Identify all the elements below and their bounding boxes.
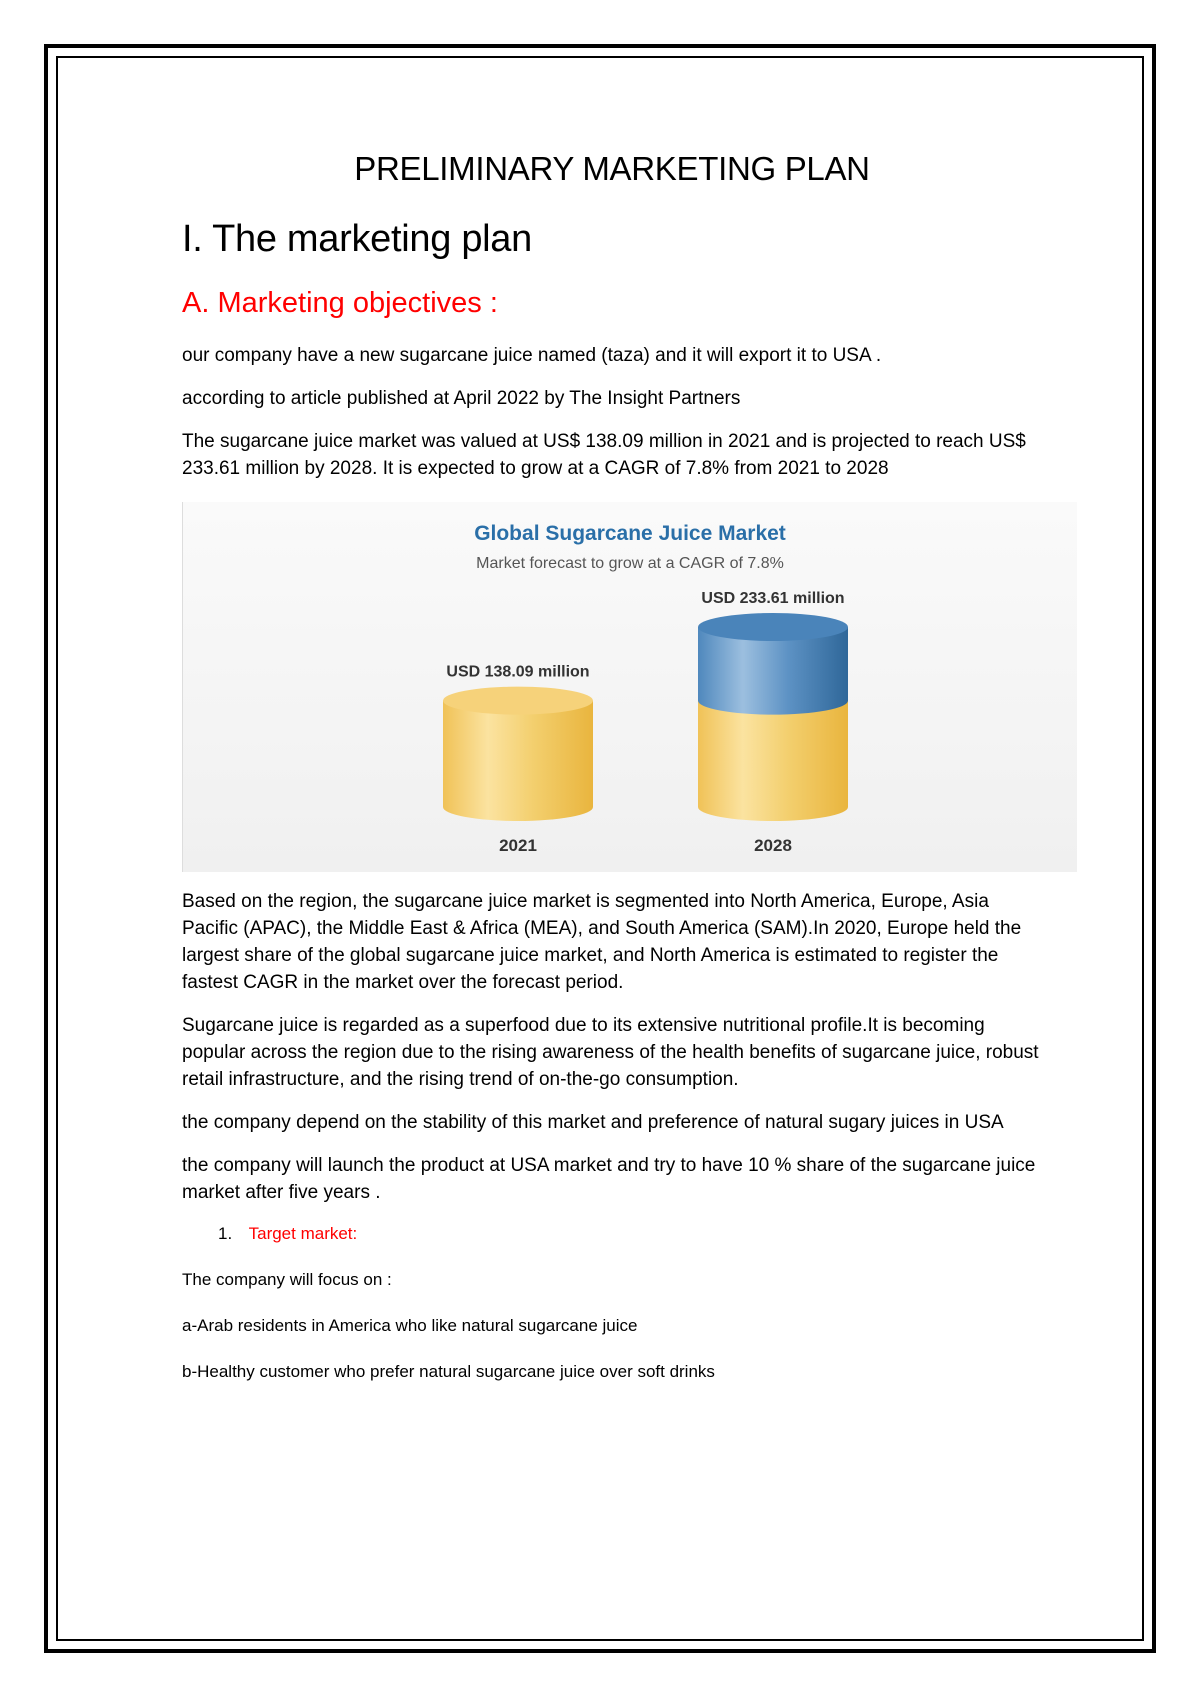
bar-top-2021	[443, 687, 593, 715]
focus-item: a-Arab residents in America who like natural sugarcane juice	[182, 1316, 638, 1335]
paragraph: the company depend on the stability of this market and preference of natural sugary juices in USA	[182, 1112, 1004, 1133]
paragraph: Sugarcane juice is regarded as a superfood due to its extensive nutritional profile.It is becoming popular across the region due to the rising awareness of the health benefits of sugarcane juice, robust retail infrastructure, and the rising trend of on-the-go consumption.	[182, 1015, 1039, 1090]
market-chart	[183, 502, 1077, 872]
paragraph: the company will launch the product at USA market and try to have 10 % share of the sugarcane juice market after five years .	[182, 1155, 1036, 1203]
data-label-2028: USD 233.61 million	[701, 590, 845, 607]
bar-2028	[698, 701, 848, 821]
focus-intro: The company will focus on :	[182, 1270, 392, 1289]
list-number: 1.	[218, 1224, 233, 1243]
data-label-2021: USD 138.09 million	[446, 663, 590, 681]
paragraph: The sugarcane juice market was valued at US$ 138.09 million in 2021 and is projected to reach US$ 233.61 million by 2028. It is expected to grow at a CAGR of 7.8% from 2021 to 2028	[182, 431, 1026, 479]
chart-title: Global Sugarcane Juice Market	[474, 522, 786, 545]
bar-2021	[443, 701, 593, 821]
focus-item: b-Healthy customer who prefer natural sugarcane juice over soft drinks	[182, 1362, 715, 1381]
paragraph: our company have a new sugarcane juice named (taza) and it will export it to USA .	[182, 345, 882, 366]
paragraph: Based on the region, the sugarcane juice market is segmented into North America, Europe, Asia Pacific (APAC), the Middle East & Africa (MEA), and South America (SAM).In 2020, Europe held the largest share of the global sugarcane juice market, and North America is estimated to register the fastest CAGR in the market over the forecast period.	[182, 891, 1022, 993]
paragraph: according to article published at April 2022 by The Insight Partners	[182, 388, 741, 409]
market-chart-figure	[182, 502, 1077, 872]
list-label: Target market:	[248, 1224, 358, 1243]
section-heading: I. The marketing plan	[182, 218, 532, 260]
tick-label-2028: 2028	[754, 836, 792, 855]
document-body	[182, 150, 1042, 1406]
document-title: PRELIMINARY MARKETING PLAN	[354, 150, 870, 187]
chart-subtitle: Market forecast to grow at a CAGR of 7.8%	[476, 555, 784, 572]
bar-top-2028	[698, 613, 848, 641]
subsection-heading: A. Marketing objectives :	[182, 287, 498, 319]
tick-label-2021: 2021	[499, 836, 537, 855]
list-item-target-market	[218, 1222, 1042, 1246]
